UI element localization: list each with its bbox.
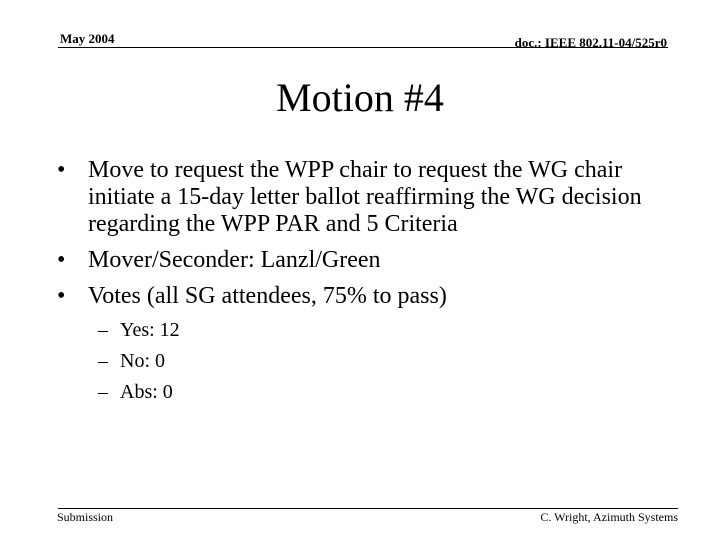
vote-yes-text: Yes: 12: [120, 319, 180, 341]
vote-abstain-text: Abs: 0: [120, 381, 173, 403]
bullet-text: Move to request the WPP chair to request the WG chair initiate a 15-day letter ballot reaffirming the WG decision regarding the WPP PAR and 5 Criteria: [88, 157, 642, 237]
header-date: May 2004: [60, 31, 115, 46]
bullet-text: Mover/Seconder: Lanzl/Green: [88, 247, 381, 273]
slide-title: Motion #4: [276, 75, 444, 120]
footer-author: C. Wright, Azimuth Systems: [540, 510, 678, 524]
vote-no-text: No: 0: [120, 350, 165, 372]
sub-bullet-marker: –: [98, 319, 108, 341]
footer-submission: Submission: [57, 510, 114, 524]
bullet-text: Votes (all SG attendees, 75% to pass): [88, 283, 447, 309]
sub-bullet-marker: –: [98, 381, 108, 403]
vote-results: [98, 319, 677, 404]
bullet-marker: •: [57, 283, 66, 309]
vote-yes: [98, 319, 677, 342]
footer-divider: [58, 508, 678, 509]
slide-body: [57, 157, 677, 412]
bullet-item-mover: [57, 247, 677, 274]
sub-bullet-marker: –: [98, 350, 108, 372]
header-doc-id: doc.: IEEE 802.11-04/525r0: [514, 35, 667, 50]
bullet-item-votes: [57, 283, 677, 310]
bullet-marker: •: [57, 247, 66, 273]
vote-abstain: [98, 381, 677, 404]
header-divider: [58, 47, 668, 48]
bullet-item-motion: [57, 157, 677, 238]
bullet-marker: •: [57, 157, 66, 183]
vote-no: [98, 350, 677, 373]
